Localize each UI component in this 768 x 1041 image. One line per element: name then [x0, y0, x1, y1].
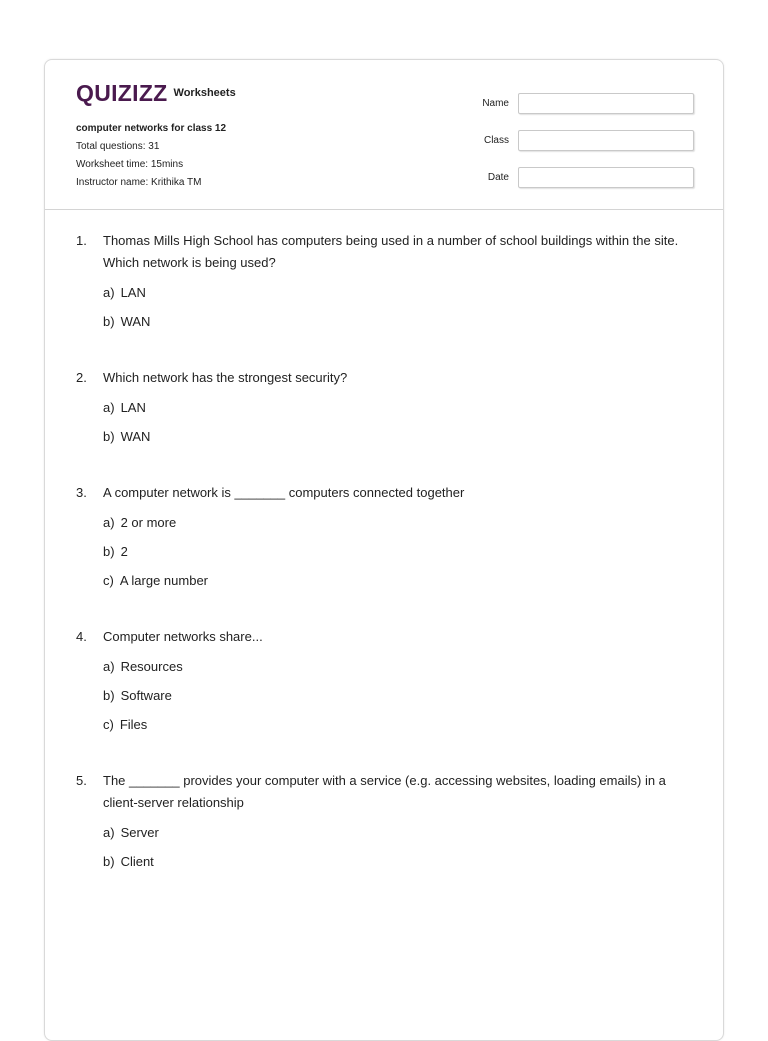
option-letter: b) [103, 544, 115, 559]
answer-options [103, 656, 696, 743]
answer-options [103, 397, 696, 455]
option-letter: b) [103, 314, 115, 329]
option-letter: b) [103, 429, 115, 444]
name-field-row [454, 85, 694, 122]
question-text: The _______ provides your computer with a service (e.g. accessing websites, loading emails) in a client-server relationship [103, 773, 666, 810]
option-letter: a) [103, 285, 115, 300]
question-text: Computer networks share... [103, 629, 263, 644]
total-questions: Total questions: 31 [76, 141, 160, 152]
student-fields [454, 85, 694, 196]
question-text: Which network has the strongest security? [103, 370, 348, 385]
worksheet-time: Worksheet time: 15mins [76, 159, 184, 170]
option-b [103, 685, 402, 714]
option-letter: a) [103, 825, 115, 840]
option-a [103, 512, 402, 541]
option-text: LAN [120, 400, 146, 415]
date-label: Date [487, 172, 509, 183]
question-text: Thomas Mills High School has computers being used in a number of school buildings within the site. Which network is being used? [103, 233, 679, 270]
instructor-name: Instructor name: Krithika TM [76, 177, 202, 188]
class-label: Class [483, 135, 509, 146]
worksheet-page [44, 59, 724, 1041]
question-number: 5. [76, 773, 87, 788]
worksheet-meta [76, 120, 226, 192]
option-letter: a) [103, 515, 115, 530]
worksheet-header [45, 60, 723, 210]
option-a [103, 282, 402, 311]
option-letter: a) [103, 659, 115, 674]
option-a [103, 397, 402, 426]
question-number: 4. [76, 629, 87, 644]
name-label: Name [482, 98, 509, 109]
option-letter: c) [103, 573, 114, 588]
option-text: Software [120, 688, 172, 703]
option-b [103, 541, 402, 570]
option-a [103, 822, 402, 851]
question-5 [76, 770, 696, 880]
option-c [103, 570, 402, 599]
logo-subtitle: Worksheets [173, 86, 236, 99]
option-letter: b) [103, 688, 115, 703]
question-1 [76, 230, 696, 340]
option-letter: c) [103, 717, 114, 732]
option-b [103, 311, 402, 340]
question-text: A computer network is _______ computers connected together [103, 485, 465, 500]
class-field[interactable] [518, 130, 694, 151]
option-text: 2 or more [120, 515, 177, 530]
option-letter: a) [103, 400, 115, 415]
option-text: Client [120, 854, 154, 869]
option-text: 2 [120, 544, 128, 559]
question-list [76, 230, 696, 907]
date-field[interactable] [518, 167, 694, 188]
quizizz-logo [76, 80, 236, 107]
name-field[interactable] [518, 93, 694, 114]
option-text: Server [120, 825, 159, 840]
option-letter: b) [103, 854, 115, 869]
answer-options [103, 282, 696, 340]
question-3 [76, 482, 696, 599]
question-number: 3. [76, 485, 87, 500]
logo-wordmark: QUIZIZZ [76, 80, 168, 106]
date-field-row [454, 159, 694, 196]
option-text: Resources [120, 659, 183, 674]
question-number: 1. [76, 233, 87, 248]
answer-options [103, 822, 696, 880]
option-a [103, 656, 402, 685]
question-4 [76, 626, 696, 743]
question-2 [76, 367, 696, 455]
option-text: Files [119, 717, 148, 732]
option-text: LAN [120, 285, 146, 300]
class-field-row [454, 122, 694, 159]
option-b [103, 851, 402, 880]
option-text: A large number [119, 573, 209, 588]
question-number: 2. [76, 370, 87, 385]
option-text: WAN [120, 314, 151, 329]
option-b [103, 426, 402, 455]
option-c [103, 714, 402, 743]
worksheet-title: computer networks for class 12 [76, 123, 227, 134]
answer-options [103, 512, 696, 599]
option-text: WAN [120, 429, 151, 444]
